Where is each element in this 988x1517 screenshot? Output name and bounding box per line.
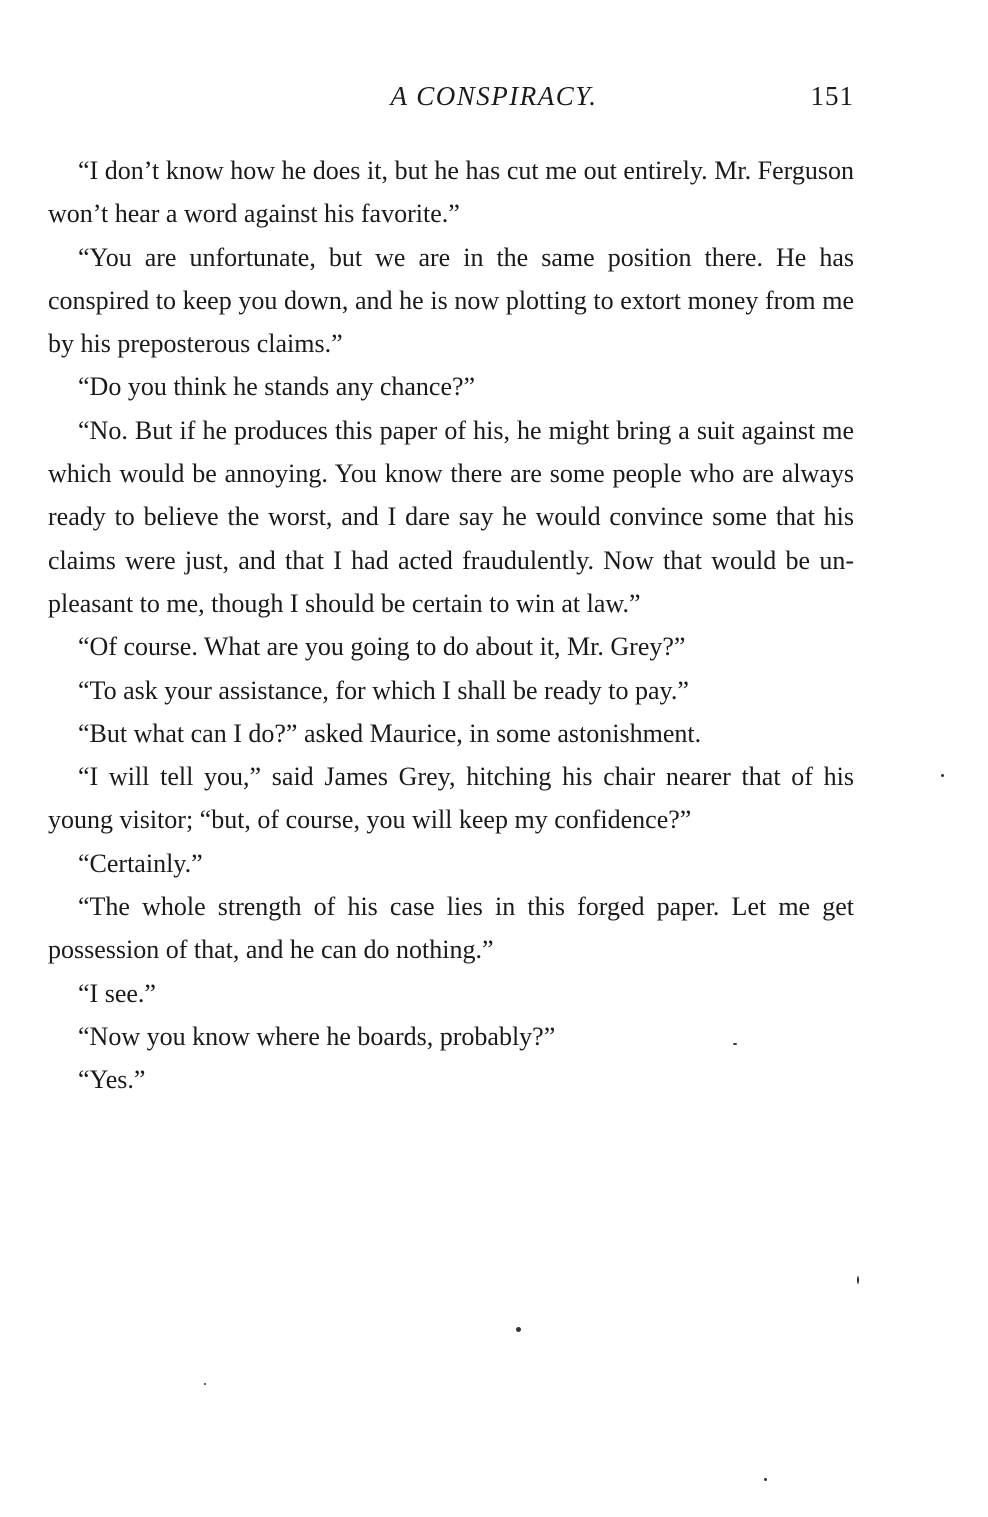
scan-speck <box>941 774 944 777</box>
paragraph: “Of course. What are you going to do about it, Mr. Grey?” <box>78 632 686 662</box>
scan-speck <box>764 1478 767 1481</box>
running-title: A CONSPIRACY. <box>390 81 598 111</box>
scan-speck <box>516 1327 521 1332</box>
page-number: 151 <box>810 81 854 111</box>
paragraph: “I will tell you,” said James Grey, hitching his chair nearer that of his young visitor; “but, of course, you will keep my confidence?” <box>48 762 854 835</box>
paragraph: “But what can I do?” asked Maurice, in some astonishment. <box>78 718 702 748</box>
paragraph: “Do you think he stands any chance?” <box>78 372 476 402</box>
paragraph: “I don’t know how he does it, but he has cut me out entirely. Mr. Ferguson won’t hear a word against his favorite.” <box>48 156 854 229</box>
paragraph: “I see.” <box>78 978 156 1008</box>
body-text <box>48 149 854 1102</box>
paragraph: “The whole strength of his case lies in this forged paper. Let me get possession of that, and he can do nothing.” <box>48 892 854 965</box>
paragraph: “No. But if he produces this paper of his, he might bring a suit against me which would be annoying. You know there are some people who are always ready to believe the worst, and I dare say he would convince some that his claims were just, and that I had acted fraudulently. Now that would be unpleasant to me, though I should be certain to win at law.” <box>48 415 854 618</box>
paragraph: “Yes.” <box>78 1065 146 1095</box>
paragraph: “Certainly.” <box>78 848 203 878</box>
paragraph: “You are unfortunate, but we are in the same position there. He has conspired to keep you down, and he is now plotting to extort money from me by his preposterous claims.” <box>48 242 854 359</box>
paragraph: “Now you know where he boards, probably?” <box>78 1021 556 1051</box>
running-head <box>0 76 988 116</box>
paragraph: “To ask your assistance, for which I shall be ready to pay.” <box>78 675 689 705</box>
scan-speck <box>857 1276 859 1284</box>
scan-speck <box>204 1383 206 1385</box>
scan-speck <box>733 1043 737 1045</box>
